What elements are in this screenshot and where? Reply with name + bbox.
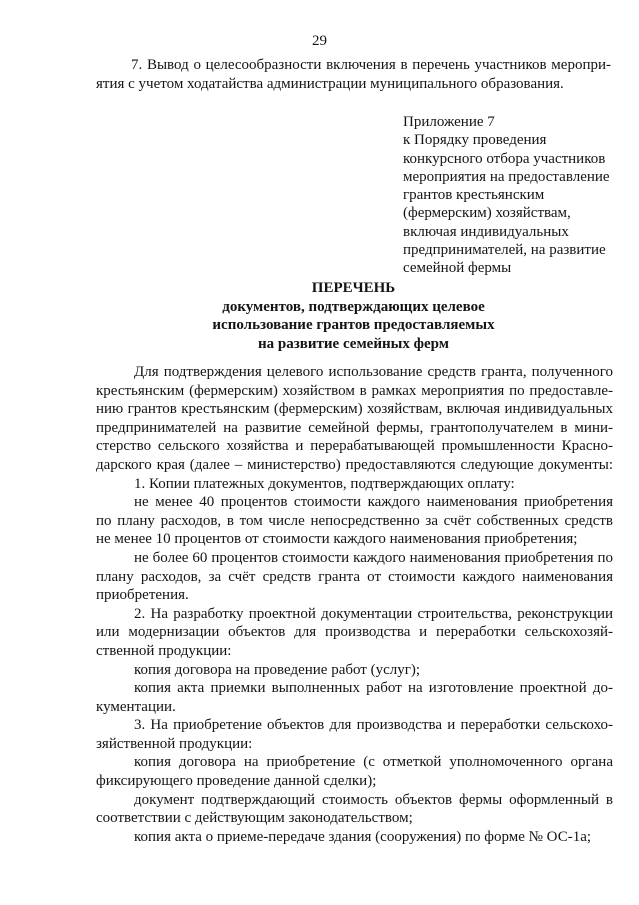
body-line: нию грантов крестьянским (фермерским) хозяйствам, включая индивидуальных bbox=[96, 401, 613, 418]
body-text bbox=[96, 363, 613, 846]
body-line: стерство сельского хозяйства и перерабатывающей промышленности Красно- bbox=[96, 438, 613, 455]
body-line: не менее 40 процентов стоимости каждого наименования приобретения bbox=[134, 494, 613, 511]
body-line: соответствии с действующим законодательством; bbox=[96, 810, 413, 827]
body-line: плану расходов, за счёт средств гранта от стоимости каждого наименования bbox=[96, 568, 613, 585]
body-line: фиксирующего проведение данной сделки); bbox=[96, 773, 377, 790]
title-line: документов, подтверждающих целевое bbox=[222, 298, 485, 315]
body-line: Для подтверждения целевого использование средств гранта, полученного bbox=[134, 364, 613, 380]
body-line: дарского края (далее – министерство) предоставляются следующие документы: bbox=[96, 456, 613, 473]
body-line: не более 60 процентов стоимости каждого наименования приобретения по bbox=[134, 549, 613, 566]
intro-line: ятия с учетом ходатайства администрации муниципального образования. bbox=[96, 76, 564, 92]
body-line: не менее 10 процентов от стоимости каждого наименования приобретения; bbox=[96, 531, 578, 548]
body-line: документ подтверждающий стоимость объектов фермы оформленный в bbox=[134, 791, 613, 808]
body-line: 3. На приобретение объектов для производства и переработки сельскохо- bbox=[134, 717, 613, 734]
body-line: зяйственной продукции: bbox=[96, 735, 253, 752]
intro-paragraph bbox=[96, 56, 611, 94]
appendix-line: предпринимателей, на развитие bbox=[403, 242, 606, 259]
intro-line: 7. Вывод о целесообразности включения в перечень участников меропри- bbox=[131, 57, 611, 73]
appendix-line: грантов крестьянским bbox=[403, 187, 545, 204]
appendix-line: семейной фермы bbox=[403, 260, 512, 277]
body-line: копия акта о приеме-передаче здания (сооружения) по форме № ОС-1а; bbox=[134, 828, 592, 845]
body-line: копия договора на проведение работ (услуг); bbox=[134, 661, 421, 678]
appendix-line: конкурсного отбора участников bbox=[403, 150, 606, 167]
appendix-line: (фермерским) хозяйствам, bbox=[403, 205, 571, 222]
body-line: крестьянским (фермерским) хозяйством в рамках мероприятия по предоставле- bbox=[96, 382, 613, 399]
body-line: копия акта приемки выполненных работ на изготовление проектной до- bbox=[134, 680, 613, 697]
body-line: предпринимателей на развитие семейной фермы, грантополучателем в мини- bbox=[96, 419, 613, 436]
title-line: использование грантов предоставляемых bbox=[212, 317, 495, 333]
appendix-line: включая индивидуальных bbox=[403, 223, 569, 240]
body-line: 1. Копии платежных документов, подтверждающих оплату: bbox=[134, 475, 515, 492]
body-line: кументации. bbox=[96, 698, 176, 715]
body-line: приобретения. bbox=[96, 587, 189, 604]
appendix-reference bbox=[403, 113, 623, 278]
body-line: копия договора на приобретение (с отметкой уполномоченного органа bbox=[134, 754, 613, 771]
title-heading: ПЕРЕЧЕНЬ bbox=[311, 280, 396, 296]
body-line: 2. На разработку проектной документации строительства, реконструкции bbox=[134, 605, 613, 622]
appendix-line: к Порядку проведения bbox=[403, 132, 547, 149]
title-line: на развитие семейных ферм bbox=[258, 335, 449, 352]
appendix-line: мероприятия на предоставление bbox=[403, 168, 610, 185]
page-number: 29 bbox=[312, 33, 327, 49]
body-line: по плану расходов, в том числе непосредственно за счёт собственных средств bbox=[96, 512, 613, 529]
document-title bbox=[96, 279, 611, 353]
body-line: или модернизации объектов для производства и переработки сельскохозяй- bbox=[96, 624, 613, 641]
appendix-line: Приложение 7 bbox=[403, 114, 495, 130]
body-line: ственной продукции: bbox=[96, 642, 232, 659]
